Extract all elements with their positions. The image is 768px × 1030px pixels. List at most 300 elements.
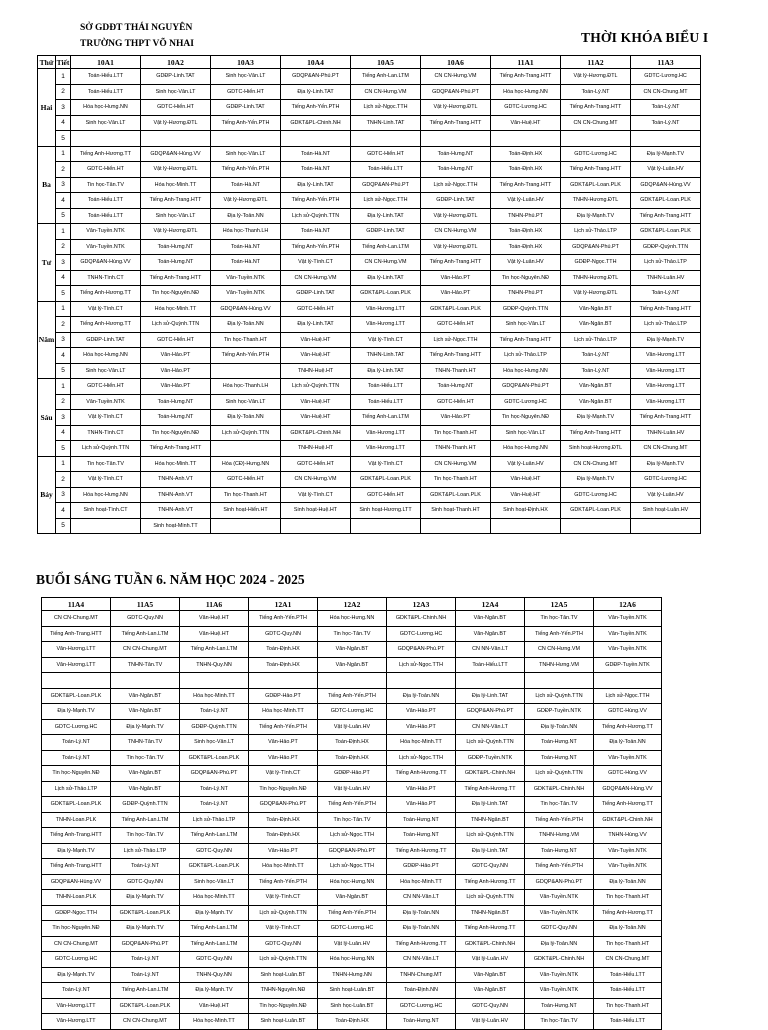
table-cell: Văn-Tuyền.NTK [525, 967, 594, 983]
table-row [38, 379, 701, 395]
period-cell: 4 [56, 348, 71, 364]
table-cell: Tin học-Thanh.HT [594, 936, 662, 952]
table-row [42, 688, 662, 704]
table-cell: CN CN-Hưng.VM [421, 224, 491, 240]
table-cell: GDQP&AN-Hùng.VV [631, 177, 701, 193]
table-row [38, 131, 701, 147]
period-cell: 1 [56, 146, 71, 162]
table-cell: Văn-Hảo.PT [421, 270, 491, 286]
table-cell: Tiếng Anh-Trang.HTT [421, 255, 491, 271]
table-cell: Tiếng Anh-Trang.HTT [491, 69, 561, 85]
period-cell: 5 [56, 286, 71, 302]
table-cell: TNHN-Quy.NN [180, 967, 249, 983]
table-row [38, 410, 701, 426]
table-cell: Văn-Hương.LTT [631, 394, 701, 410]
table-cell: Tiếng Anh-Yến.PTH [281, 100, 351, 116]
table-cell: GDKT&PL-Chinh.NH [281, 115, 351, 131]
table-cell: Hóa (CĐ)-Hưng.NN [211, 456, 281, 472]
table-cell: Sinh hoạt-Thanh.HT [421, 503, 491, 519]
table-cell: Toán-Lý.NT [111, 952, 180, 968]
table-cell: Lịch sử-Thảo.LTP [111, 843, 180, 859]
table-cell: CN CN-Chung.MT [42, 936, 111, 952]
table-cell: GDQP&AN-Phú.PT [421, 84, 491, 100]
table-cell: GDTC-Quy.NN [525, 921, 594, 937]
table-cell: Toán-Lý.NT [180, 781, 249, 797]
day-cell: Bảy [38, 456, 56, 534]
table-cell: Tiếng Anh-Lan.LTM [111, 983, 180, 999]
table-cell: Sinh học-Vân.LT [211, 146, 281, 162]
table-cell: Sinh hoạt-Luân.BT [318, 983, 387, 999]
table-cell: Toán-Định.HX [318, 750, 387, 766]
table-cell: GDKT&PL-Loan.PLK [631, 193, 701, 209]
table-cell: TNHN-Hùng.VV [594, 828, 662, 844]
table-cell: Văn-Huệ.HT [491, 487, 561, 503]
table-cell: Địa lý-Mạnh.TV [180, 905, 249, 921]
table-cell: Toán-Hiếu.LTT [71, 208, 141, 224]
table-row [42, 998, 662, 1014]
table-cell: Văn-Ngân.BT [561, 379, 631, 395]
table-cell: CN CN-Chung.MT [594, 952, 662, 968]
table-cell: Toán-Hưng.NT [421, 379, 491, 395]
table-cell: GDTC-Hiển.HT [211, 472, 281, 488]
table-cell: GDKT&PL-Chinh.NH [525, 952, 594, 968]
table-cell: Văn-Hương.LTT [631, 348, 701, 364]
table-cell: Toán-Hiếu.LTT [351, 162, 421, 178]
table-row [42, 611, 662, 627]
table-cell: GDĐP-Ngọc.TTH [42, 905, 111, 921]
table-cell: Hóa học-Hưng.NN [71, 487, 141, 503]
table-cell: Tiếng Anh-Yến.PTH [318, 688, 387, 704]
table-cell: GDĐP-Hảo.PT [249, 688, 318, 704]
table-cell: Toán-Lý.NT [180, 797, 249, 813]
table-cell: GDQP&AN-Hùng.VV [71, 255, 141, 271]
table-cell: GDTC-Lương.HC [387, 626, 456, 642]
table-cell [281, 518, 351, 534]
table-cell: GDĐP-Linh.TAT [141, 69, 211, 85]
table-cell: Tiếng Anh-Trang.HTT [141, 270, 211, 286]
table-cell: GDTC-Lương.HC [631, 69, 701, 85]
table-row [42, 859, 662, 875]
table-cell: Văn-Ngân.BT [561, 394, 631, 410]
table-cell: GDKT&PL-Chinh.NH [456, 766, 525, 782]
table-cell: Địa lý-Toản.NN [525, 719, 594, 735]
table-cell: GDTC-Hiển.HT [141, 332, 211, 348]
table-row [38, 255, 701, 271]
table-cell: GDQP&AN-Phú.PT [111, 936, 180, 952]
table-cell: Văn-Ngân.BT [456, 983, 525, 999]
table-cell: Văn-Tuyền.NTK [594, 843, 662, 859]
table-cell: Tiếng Anh-Yến.PTH [525, 812, 594, 828]
table-cell: Lịch sử-Ngọc.TTH [351, 193, 421, 209]
table-cell: TNHN-Quy.NN [180, 657, 249, 673]
column-header: Tiết [56, 57, 70, 67]
table-cell: TNHN-Tình.CT [71, 270, 141, 286]
column-header: 12A4 [456, 598, 525, 611]
period-cell: 4 [56, 425, 71, 441]
table-cell: Toán-Lý.NT [111, 967, 180, 983]
table-row [38, 425, 701, 441]
table-cell: Toán-Lý.NT [42, 750, 111, 766]
table-cell: GDKT&PL-Loan.PLK [111, 905, 180, 921]
table-cell: GDTC-Lương.HC [631, 472, 701, 488]
table-row [42, 735, 662, 751]
table-cell: GDĐP-Linh.TAT [281, 286, 351, 302]
table-cell: GDĐP-Linh.TAT [211, 100, 281, 116]
table-cell: Địa lý-Mạnh.TV [561, 208, 631, 224]
table-cell: GDĐP-Tuyền.NTK [456, 750, 525, 766]
table-cell: Vật lý-Tình.CT [249, 921, 318, 937]
table-cell: GDTC-Quy.NN [456, 859, 525, 875]
period-cell: 4 [56, 115, 71, 131]
table-row [38, 100, 701, 116]
table-cell: CN CN-Chung.MT [42, 611, 111, 627]
table-cell: Vật lý-Hương.ĐTL [421, 239, 491, 255]
table-cell: GDTC-Hiển.HT [281, 301, 351, 317]
table-cell: GDTC-Hiển.HT [211, 84, 281, 100]
table-cell: GDQP&AN-Phú.PT [387, 642, 456, 658]
table-cell: Văn-Tuyền.NTK [71, 224, 141, 240]
table-cell: Tiếng Anh-Hương.TT [594, 905, 662, 921]
table-cell: Toán-Định.HX [249, 657, 318, 673]
table-row [42, 812, 662, 828]
table-row [42, 952, 662, 968]
table-cell: Tin học-Tân.TV [111, 828, 180, 844]
column-header: 12A2 [318, 598, 387, 611]
period-cell: 5 [56, 441, 71, 457]
table-cell: Lịch sử-Ngọc.TTH [594, 688, 662, 704]
table-cell: Sinh hoạt-Luân.BT [249, 967, 318, 983]
table-cell: GDQP&AN-Hùng.VV [594, 781, 662, 797]
table-cell: GDKT&PL-Loan.PLK [561, 177, 631, 193]
table-cell [351, 518, 421, 534]
table-cell: Văn-Tuyền.NTK [594, 750, 662, 766]
table-cell: GDQP&AN-Phú.PT [180, 766, 249, 782]
table-cell: Toán-Hà.NT [281, 146, 351, 162]
table-cell: Văn-Hảo.PT [421, 410, 491, 426]
table-cell: Tiếng Anh-Yến.PTH [249, 874, 318, 890]
table-cell: Văn-Hương.LTT [351, 317, 421, 333]
table-cell: Địa lý-Mạnh.TV [180, 983, 249, 999]
table-cell: Toán-Hưng.NT [387, 828, 456, 844]
table-cell: CN CN-Hưng.VM [421, 456, 491, 472]
period-cell: 1 [56, 301, 71, 317]
table-cell: Tiếng Anh-Lan.LTM [111, 626, 180, 642]
table-cell: Hóa học-Minh.TT [249, 859, 318, 875]
table-cell: Vật lý-Hương.ĐTL [561, 286, 631, 302]
table-cell: CN CN-Chung.MT [111, 642, 180, 658]
table-cell: Địa lý-Mạnh.TV [631, 146, 701, 162]
table-cell: GDĐP-Hảo.PT [318, 766, 387, 782]
table-cell: TNHN-Tân.TV [111, 657, 180, 673]
table-cell: CN CN-Chung.MT [631, 84, 701, 100]
table-cell: Sinh hoạt-Luân.BT [249, 1014, 318, 1030]
table-cell: Địa lý-Mạnh.TV [561, 472, 631, 488]
table-cell: GDTC-Lương.HC [491, 100, 561, 116]
column-header: 11A1 [491, 56, 561, 69]
table-cell: GDTC-Lương.HC [561, 487, 631, 503]
table-cell: Lịch sử-Quỳnh.TTN [456, 890, 525, 906]
table-cell: GDKT&PL-Loan.PLK [42, 797, 111, 813]
table-cell: Văn-Tuyền.NTK [594, 642, 662, 658]
table-cell: GDTC-Quy.NN [456, 998, 525, 1014]
column-header: 11A6 [180, 598, 249, 611]
table-cell: Hóa học-Minh.TT [180, 1014, 249, 1030]
table-cell: Vật lý-Tình.CT [249, 890, 318, 906]
table-cell [387, 673, 456, 689]
table-cell: Văn-Tuyền.NTK [71, 239, 141, 255]
table-cell: GDKT&PL-Loan.PLK [421, 301, 491, 317]
table-cell: Văn-Tuyền.NTK [211, 270, 281, 286]
period-cell: 4 [56, 503, 71, 519]
column-header: 10A6 [421, 56, 491, 69]
table-cell [111, 673, 180, 689]
table-row [42, 673, 662, 689]
table-cell: Địa lý-Mạnh.TV [631, 332, 701, 348]
page-title-top: THỜI KHÓA BIỂU I [581, 30, 709, 45]
table-cell [421, 518, 491, 534]
table-cell: GDTC-Hiển.HT [351, 146, 421, 162]
table-cell: Toán-Định.HX [249, 812, 318, 828]
table-cell: Vật lý-Luân.HV [491, 456, 561, 472]
table-cell: Văn-Hảo.PT [141, 348, 211, 364]
table-cell: Địa lý-Linh.TAT [351, 270, 421, 286]
table-cell: Tiếng Anh-Trang.HTT [42, 859, 111, 875]
column-header: 10A2 [141, 56, 211, 69]
table-header-row [38, 56, 701, 69]
table-cell: Lịch sử-Quỳnh.TTN [456, 828, 525, 844]
table-cell: Văn-Hảo.PT [387, 781, 456, 797]
table-row [38, 503, 701, 519]
table-cell [561, 131, 631, 147]
table-cell: Văn-Huệ.HT [281, 394, 351, 410]
table-cell: Toán-Hưng.NT [525, 735, 594, 751]
column-header: 11A4 [42, 598, 111, 611]
table-cell: Sinh học-Vân.LT [211, 394, 281, 410]
table-cell: Văn-Hảo.PT [141, 363, 211, 379]
table-cell: Tiếng Anh-Yến.PTH [211, 348, 281, 364]
table-cell: Toán-Hưng.NT [525, 998, 594, 1014]
table-cell: Văn-Ngân.BT [318, 890, 387, 906]
table-cell: Lịch sử-Quỳnh.TTN [525, 688, 594, 704]
table-cell: Văn-Hảo.PT [249, 843, 318, 859]
table-cell: GDQP&AN-Phú.PT [249, 797, 318, 813]
table-cell: Tin học-Tân.TV [525, 1014, 594, 1030]
table-cell: Địa lý-Mạnh.TV [561, 410, 631, 426]
table-cell: CN NN-Văn.LT [456, 642, 525, 658]
table-cell: Toán-Hà.NT [211, 239, 281, 255]
table-cell: Toán-Hưng.NT [387, 1014, 456, 1030]
table-cell: GDĐP-Quỳnh.TTN [180, 719, 249, 735]
table-cell: Tiếng Anh-Hương.TT [71, 286, 141, 302]
table-cell: GDĐP-Ngọc.TTH [561, 255, 631, 271]
table-cell: GDTC-Quy.NN [249, 626, 318, 642]
table-header-row [42, 598, 662, 611]
table-cell: Tin học-Thanh.HT [211, 332, 281, 348]
table-cell: Tin học-Thanh.HT [421, 425, 491, 441]
table-cell: GDTC-Lương.HC [387, 998, 456, 1014]
table-cell: Vật lý-Luân.HV [491, 255, 561, 271]
table-cell: Văn-Hương.LTT [351, 441, 421, 457]
table-cell: Toán-Hưng.NT [141, 410, 211, 426]
period-cell: 4 [56, 193, 71, 209]
table-row [38, 301, 701, 317]
table-row [38, 286, 701, 302]
period-cell: 1 [56, 224, 71, 240]
table-cell: Toán-Lý.NT [631, 115, 701, 131]
table-cell: Tiếng Anh-Trang.HTT [42, 626, 111, 642]
table-cell: TNHN-Tân.TV [111, 735, 180, 751]
table-cell: Vật lý-Tình.CT [71, 472, 141, 488]
table-cell [594, 673, 662, 689]
table-cell: CN CN-Hưng.VM [351, 255, 421, 271]
table-row [42, 704, 662, 720]
table-cell: TNHN-Loan.PLK [42, 890, 111, 906]
table-cell: Toán-Hà.NT [281, 224, 351, 240]
table-cell: TNHN-Anh.VT [141, 503, 211, 519]
table-cell: Tin học-Nguyên.NĐ [42, 766, 111, 782]
table-cell: TNHN-Hương.ĐTL [561, 193, 631, 209]
table-cell: Lịch sử-Ngọc.TTH [351, 100, 421, 116]
table-cell: Địa lý-Toản.NN [387, 921, 456, 937]
table-cell: Văn-Ngân.BT [111, 704, 180, 720]
period-cell: 1 [56, 379, 71, 395]
table-cell: Lịch sử-Thảo.LTP [631, 317, 701, 333]
table-cell: Toán-Định.HX [249, 828, 318, 844]
table-cell: Tiếng Anh-Trang.HTT [561, 162, 631, 178]
table-cell: Hóa học-Hưng.NN [71, 100, 141, 116]
table-cell: Sinh hoạt-Hương.LTT [351, 503, 421, 519]
table-cell: TNHN-Hưng.VM [525, 657, 594, 673]
table-row [38, 239, 701, 255]
table-cell: Sinh hoạt-Hiển.HT [211, 503, 281, 519]
table-cell: GDTC-Hiển.HT [71, 162, 141, 178]
table-cell: GDĐP-Linh.TAT [351, 224, 421, 240]
table-cell: Văn-Hảo.PT [387, 797, 456, 813]
table-cell: Tiếng Anh-Trang.HTT [631, 208, 701, 224]
table-cell: Văn-Hương.LTT [631, 363, 701, 379]
table-cell: Tiếng Anh-Lan.LTM [351, 410, 421, 426]
table-cell: Tiếng Anh-Lan.LTM [111, 812, 180, 828]
table-cell: Tiếng Anh-Yến.PTH [318, 905, 387, 921]
table-row [42, 626, 662, 642]
table-cell: Toán-Hiếu.LTT [71, 193, 141, 209]
table-cell: Toán-Hà.NT [281, 162, 351, 178]
table-cell: Lịch sử-Quỳnh.TTN [525, 766, 594, 782]
table-cell: GDQP&AN-Phú.PT [281, 69, 351, 85]
table-row [42, 967, 662, 983]
period-cell: 2 [56, 394, 71, 410]
table-cell: Toán-Định.HX [491, 146, 561, 162]
table-cell: GDTC-Lương.HC [491, 394, 561, 410]
table-cell: Văn-Ngân.BT [318, 642, 387, 658]
table-cell: Địa lý-Mạnh.TV [111, 719, 180, 735]
table-cell [491, 518, 561, 534]
table-cell: GDTC-Lương.HC [318, 704, 387, 720]
table-cell: GDĐP-Quỳnh.TTN [491, 301, 561, 317]
table-cell: TNHN-Thanh.HT [421, 441, 491, 457]
table-cell: Tiếng Anh-Yến.PTH [525, 859, 594, 875]
table-cell: Tin học-Tân.TV [318, 626, 387, 642]
day-cell: Năm [38, 301, 56, 379]
table-cell: Địa lý-Linh.TAT [456, 688, 525, 704]
table-cell: Lịch sử-Quỳnh.TTN [141, 317, 211, 333]
column-header: Thứ [38, 56, 56, 69]
table-cell: Tiếng Anh-Trang.HTT [561, 425, 631, 441]
table-cell: Văn-Huệ.HT [491, 115, 561, 131]
table-cell: Vật lý-Hương.ĐTL [561, 69, 631, 85]
table-cell: Toán-Định.HX [318, 735, 387, 751]
table-cell: GDTC-Lương.HC [42, 952, 111, 968]
table-cell: Sinh học-Vân.LT [180, 874, 249, 890]
table-cell: Văn-Huệ.HT [281, 410, 351, 426]
table-cell: Địa lý-Mạnh.TV [111, 890, 180, 906]
table-cell: Toán-Hiếu.LTT [594, 1014, 662, 1030]
table-cell: Toán-Định.HX [491, 239, 561, 255]
table-cell: GDKT&PL-Loan.PLK [421, 487, 491, 503]
table-cell: TNHN-Luân.HV [631, 270, 701, 286]
column-header: 10A5 [351, 56, 421, 69]
table-cell: Hóa học-Hưng.NN [491, 441, 561, 457]
table-cell: Địa lý-Toản.NN [211, 410, 281, 426]
table-cell: CN CN-Hưng.VM [281, 270, 351, 286]
table-row [38, 456, 701, 472]
table-cell: Sinh hoạt-Hương.ĐTL [561, 441, 631, 457]
table-cell: Tiếng Anh-Lan.LTM [180, 936, 249, 952]
table-cell: Địa lý-Linh.TAT [456, 797, 525, 813]
table-cell: Toán-Định.HX [318, 1014, 387, 1030]
table-cell: Tiếng Anh-Hương.TT [71, 146, 141, 162]
table-cell: Sinh hoạt-Huệ.HT [281, 503, 351, 519]
table-cell [525, 673, 594, 689]
table-cell: Lịch sử-Ngọc.TTH [421, 332, 491, 348]
table-row [38, 162, 701, 178]
table-cell: Tin học-Nguyên.NĐ [141, 425, 211, 441]
table-cell: Tin học-Thanh.HT [594, 890, 662, 906]
table-cell: Vật lý-Hương.ĐTL [421, 100, 491, 116]
table-cell: Tin học-Tân.TV [71, 177, 141, 193]
table-cell: Địa lý-Linh.TAT [351, 363, 421, 379]
table-cell: Toán-Hưng.NT [141, 394, 211, 410]
table-cell: GDKT&PL-Chinh.NH [281, 425, 351, 441]
table-cell: Sinh học-Vân.LT [211, 69, 281, 85]
table-cell: Tiếng Anh-Hương.TT [387, 843, 456, 859]
table-cell: Văn-Ngân.BT [456, 967, 525, 983]
table-cell: Lịch sử-Quỳnh.TTN [249, 905, 318, 921]
period-cell: 3 [56, 177, 71, 193]
period-cell: 5 [56, 208, 71, 224]
table-cell: Tin học-Nguyên.NĐ [491, 270, 561, 286]
table-cell: Tin học-Tân.TV [71, 456, 141, 472]
table-cell: TNHN-Loan.PLK [42, 812, 111, 828]
table-cell: GDKT&PL-Loan.PLK [180, 750, 249, 766]
table-cell: GDKT&PL-Loan.PLK [561, 503, 631, 519]
table-cell: CN NN-Văn.LT [387, 890, 456, 906]
table-cell: GDQP&AN-Phú.PT [525, 874, 594, 890]
page-title-bottom: BUỔI SÁNG TUẦN 6. NĂM HỌC 2024 - 2025 [36, 572, 305, 587]
table-cell: Văn-Tuyền.NTK [594, 626, 662, 642]
table-cell: GDTC-Hiển.HT [141, 100, 211, 116]
column-header: 11A2 [561, 56, 631, 69]
table-cell: Toán-Lý.NT [111, 859, 180, 875]
table-cell: Toán-Lý.NT [561, 84, 631, 100]
table-cell: Văn-Hương.LTT [351, 301, 421, 317]
table-cell: TNHN-Nguyên.NĐ [249, 983, 318, 999]
column-header: 10A1 [71, 56, 141, 69]
table-cell: Lịch sử-Quỳnh.TTN [249, 952, 318, 968]
table-cell [281, 131, 351, 147]
period-cell: 4 [56, 270, 71, 286]
table-cell: GDTC-Quy.NN [249, 936, 318, 952]
